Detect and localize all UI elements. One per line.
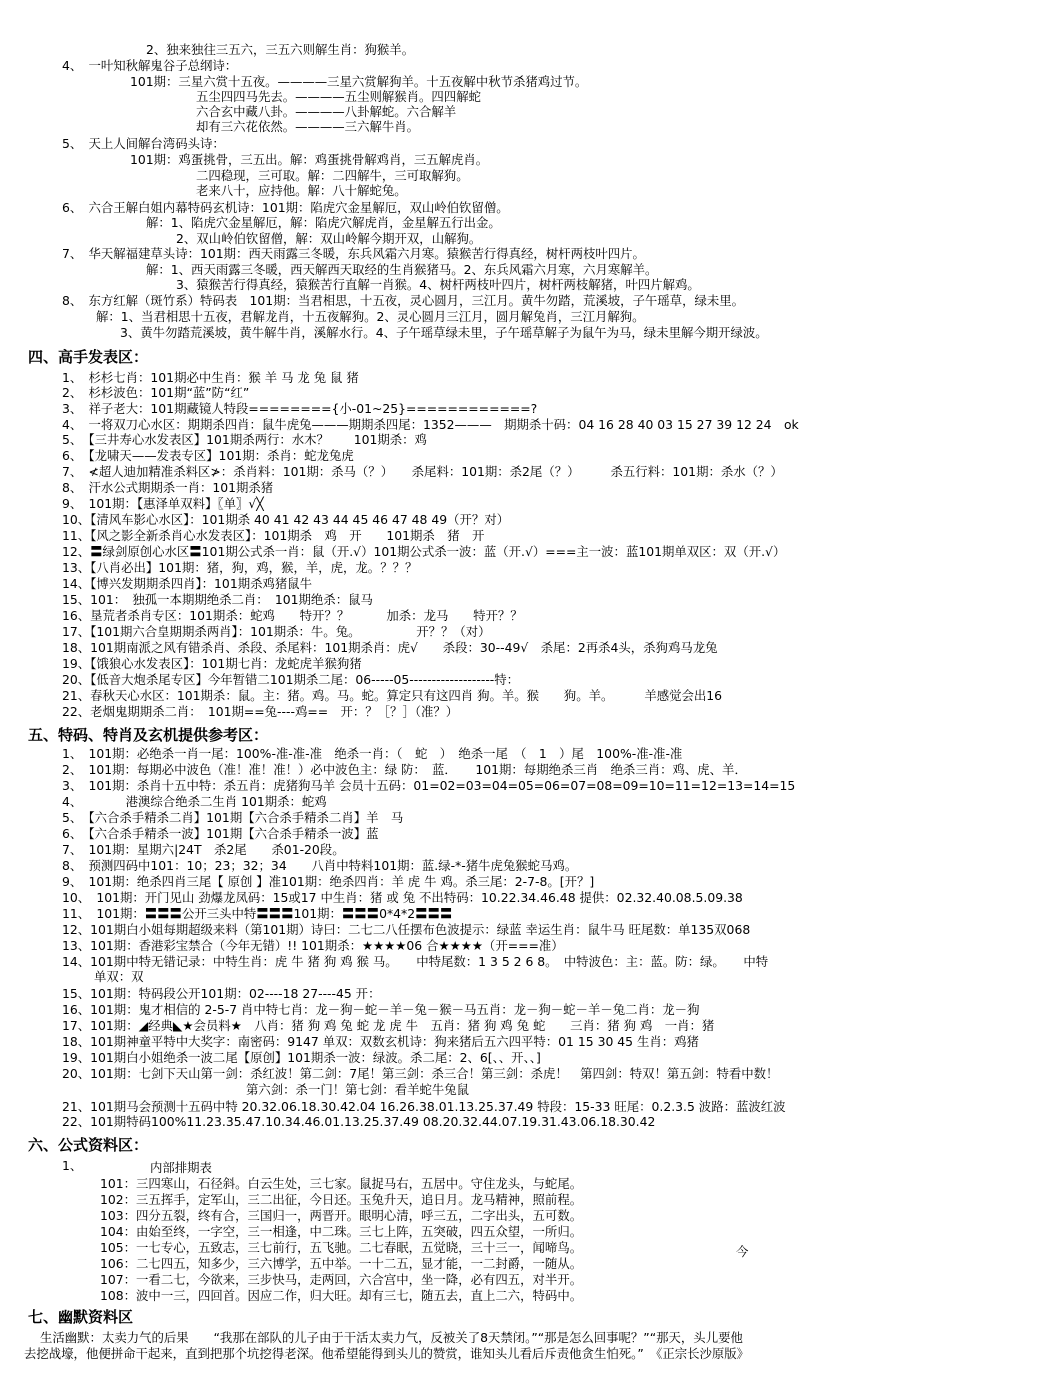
section-heading: 五、特码、特肖及玄机提供参考区： bbox=[28, 726, 269, 744]
text-line: 3、 101期：杀肖十五中特：杀五肖：虎猪狗马羊 会员十五码：01=02=03=04=05=06=07=08=09=10=11=12=13=14=15 bbox=[62, 778, 796, 793]
text-line: 12、101期白小姐每期超级来料（第101期）诗曰：二七二八任摆布色波提示：绿蓝 幸运生肖：鼠牛马 旺尾数：单135双068 bbox=[62, 922, 751, 937]
list-item: 105：一七专心，五致志，三七前行，五飞驰。二七春眠，五觉晓，三十三一，闻啼鸟。 bbox=[100, 1240, 583, 1255]
text-line: 17、101期：◢经典◣★会员料★ 八肖：猪 狗 鸡 兔 蛇 龙 虎 牛 五肖：猪 狗 鸡 兔 蛇 三肖：猪 狗 鸡 一肖：猪 bbox=[62, 1018, 715, 1033]
text-line: 16、101期：鬼才相信的 2-5-7 肖中特七肖：龙－狗－蛇－羊－兔－猴－马五肖：龙－狗－蛇－羊－兔二肖：龙－狗 bbox=[62, 1002, 700, 1017]
text-line: 2、独来独往三五六，三五六则解生肖：狗猴羊。 bbox=[146, 42, 415, 57]
list-item: 108：波中一三，四回首。因应二作，归大旺。却有三七，随五去，直上二六，特码中。 bbox=[100, 1288, 583, 1303]
text-line: 15、101期：特码段公开101期：02----18 27----45 开： bbox=[62, 986, 381, 1001]
table-title: 内部排期表 bbox=[150, 1160, 212, 1175]
text-line: 6、 【六合杀手精杀一波】101期【六合杀手精杀一波】蓝 bbox=[62, 826, 379, 841]
text-line: 解：1、当君相思十五夜，君解龙肖，十五夜解狗。2、灵心圆月三江月，圆月解兔肖，三江月解狗。 bbox=[96, 309, 645, 324]
text-line: 8、 汗水公式期期杀一肖：101期杀猪 bbox=[62, 480, 274, 495]
text-line: 生活幽默：太卖力气的后果 “我那在部队的儿子由于干活太卖力气，反被关了8天禁闭。”“那是怎么回事呢？”“那天，头儿要他 bbox=[40, 1330, 743, 1345]
text-line: 二四稳现，三可取。解：二四解牛，三可取解狗。 bbox=[196, 168, 469, 183]
section-heading: 四、高手发表区： bbox=[28, 348, 149, 366]
text-line: 2、双山岭伯钦留僧，解：双山岭解今期开双，山解狗。 bbox=[176, 231, 482, 246]
text-line: 20、101期：七剑下天山第一剑：杀红波！第二剑：7尾！第三剑：杀三合！第三剑：杀虎！ 第四剑：特双！第五剑：特看中数！ bbox=[62, 1066, 779, 1081]
text-line: 7、 ≮超人迪加精准杀料区≯：杀肖料：101期：杀马（？） 杀尾料：101期：杀2尾（？） 杀五行料：101期：杀水（？） bbox=[62, 464, 783, 479]
text-line: 14、【博兴发期期杀四肖】：101期杀鸡猪鼠牛 bbox=[62, 576, 313, 591]
text-line: 5、 天上人间解台湾码头诗： bbox=[62, 136, 225, 151]
text-line: 第六剑：杀一门！第七剑：看羊蛇牛兔鼠 bbox=[246, 1082, 470, 1097]
text-line: 20、【低音大炮杀尾专区】今年暂错二101期杀二尾：06-----05-------------------特： bbox=[62, 672, 520, 687]
text-line: 21、春秋天心水区：101期杀：鼠。主：猪。鸡。马。蛇。算定只有这四肖 狗。羊。猴 狗。羊。 羊感觉会出16 bbox=[62, 688, 723, 703]
text-line: 11、 101期：〓〓〓公开三头中特〓〓〓101期：〓〓〓0*4*2〓〓〓 bbox=[62, 906, 453, 921]
stray-mark: 今 bbox=[736, 1244, 749, 1259]
text-line: 单双：双 bbox=[94, 969, 144, 984]
text-line: 18、101期神童平特中大奖字：南密码：9147 单双：双数玄机诗：狗来猪后五六四平特：01 15 30 45 生肖：鸡猪 bbox=[62, 1034, 699, 1049]
text-line: 19、101期白小姐绝杀一波二尾【原创】101期杀一波：绿波。杀二尾：2、6[、、开、、] bbox=[62, 1050, 541, 1065]
text-line: 4、 一叶知秋解鬼谷子总纲诗： bbox=[62, 58, 238, 73]
list-item: 106：二七四五，知多少，三六博学，五中举。一十二五，显才能，一二封爵，一随从。 bbox=[100, 1256, 583, 1271]
text-line: 5、 【三井寿心水发表区】101期杀两行：水木？ 101期杀：鸡 bbox=[62, 432, 427, 447]
list-item: 104：由始至终，一字空，三一相逢，中二珠。三七上阵，五突破，四五众望，一所归。 bbox=[100, 1224, 583, 1239]
text-line: 4、 港澳综合绝杀二生肖 101期杀：蛇鸡 bbox=[62, 794, 327, 809]
section-heading: 六、公式资料区： bbox=[28, 1136, 149, 1154]
text-line: 3、猿猴苦行得真经，猿猴苦行直解一肖猴。4、树杆两枝叶四片，树杆两枝解猪，叶四片解鸡。 bbox=[176, 277, 700, 292]
item-number: 1、 bbox=[62, 1158, 83, 1173]
list-item: 102：三五挥手，定军山，三二出征，今日还。玉兔升天，追日月。龙马精神，照前程。 bbox=[100, 1192, 583, 1207]
text-line: 却有三六花依然。————三六解牛肖。 bbox=[196, 119, 420, 134]
text-line: 17、【101期六合皇期期杀两肖】：101期杀：牛。兔。 开？？（对） bbox=[62, 624, 491, 639]
text-line: 13、【八肖必出】101期：猪，狗，鸡，猴，羊，虎，龙。？？？ bbox=[62, 560, 418, 575]
text-line: 10、【清风车影心水区】：101期杀 40 41 42 43 44 45 46 47 48 49（开？对） bbox=[62, 512, 510, 527]
text-line: 解：1、西天雨露三冬暖，西天解西天取经的生肖猴猪马。2、东兵风霜六月寒，六月寒解羊。 bbox=[146, 262, 658, 277]
text-line: 10、 101期：开门见山 劲爆龙凤码：15或17 中生肖：猪 或 兔 不出特码：10.22.34.46.48 提供：02.32.40.08.5.09.38 bbox=[62, 890, 743, 905]
text-line: 8、 东方红解（斑竹系）特码表 101期：当君相思，十五夜，灵心圆月，三江月。黄牛勿踏，荒溪坡，子午瑶草，绿未里。 bbox=[62, 293, 745, 308]
text-line: 11、【风之影全新杀肖心水发表区】：101期杀 鸡 开 101期杀 猪 开 bbox=[62, 528, 485, 543]
text-line: 5、 【六合杀手精杀二肖】101期【六合杀手精杀二肖】羊 马 bbox=[62, 810, 404, 825]
list-item: 101：三四寒山，石径斜。白云生处，三七家。鼠捉马右，五居中。守住龙头，与蛇尾。 bbox=[100, 1176, 583, 1191]
text-line: 五尘四四马先去。————五尘则解猴肖。四四解蛇 bbox=[196, 89, 481, 104]
text-line: 6、 六合王解白姐内幕特码玄机诗：101期：陷虎穴金星解厄，双山岭伯钦留僧。 bbox=[62, 200, 509, 215]
text-line: 22、101期特码100%11.23.35.47.10.34.46.01.13.25.37.49 08.20.32.44.07.19.31.43.06.18.30.42 bbox=[62, 1114, 656, 1129]
list-item: 103：四分五裂，终有合，三国归一，两晋开。眼明心清，呼三五，二字出头，五可数。 bbox=[100, 1208, 583, 1223]
text-line: 21、101期马会预测十五码中特 20.32.06.18.30.42.04 16.26.38.01.13.25.37.49 特段：15-33 旺尾：0.2.3.5 波路：蓝波红波 bbox=[62, 1099, 786, 1114]
text-line: 3、黄牛勿踏荒溪坡，黄牛解牛肖，溪解水行。4、子午瑶草绿未里，子午瑶草解子为鼠午为马，绿未里解今期开绿波。 bbox=[120, 325, 768, 340]
section-heading: 七、幽默资料区 bbox=[28, 1308, 134, 1326]
list-item: 107：一看二七，今欲来，三步快马，走两回，六合宫中，坐一降，必有四五，对半开。 bbox=[100, 1272, 583, 1287]
text-line: 12、〓绿剑原创心水区〓101期公式杀一肖：鼠（开.√）101期公式杀一波：蓝（开.√）===主一波：蓝101期单双区：双（开.√） bbox=[62, 544, 786, 559]
text-line: 六合玄中藏八卦。————八卦解蛇。六合解羊 bbox=[196, 104, 457, 119]
text-line: 2、 101期：每期必中波色（准！准！准！）必中波色主：绿 防： 蓝． 101期：每期绝杀三肖 绝杀三肖：鸡、虎、羊． bbox=[62, 762, 747, 777]
text-line: 18、101期南派之风有错杀肖、杀段、杀尾料：101期杀肖：虎√ 杀段：30--49√ 杀尾：2再杀4头，杀狗鸡马龙兔 bbox=[62, 640, 718, 655]
text-line: 6、 【龙啸天——发表专区】101期：杀肖：蛇龙兔虎 bbox=[62, 448, 354, 463]
text-line: 7、 华天解福建草头诗：101期：西天雨露三冬暖，东兵风霜六月寒。猿猴苦行得真经，树杆两枝叶四片。 bbox=[62, 246, 645, 261]
text-line: 老来八十，应持他。解：八十解蛇兔。 bbox=[196, 183, 407, 198]
text-line: 9、 101期：【惠泽单双料】〖单〗√╳ bbox=[62, 496, 264, 511]
text-line: 14、101期中特无错记录：中特生肖：虎 牛 猪 狗 鸡 猴 马。 中特尾数：1 3 5 2 6 8。 中特波色：主：蓝。防：绿。 中特 bbox=[62, 954, 769, 969]
text-line: 解：1、陷虎穴金星解厄，解：陷虎穴解虎肖，金星解五行出金。 bbox=[146, 215, 501, 230]
text-line: 1、 101期：必绝杀一肖一尾：100%-准-准-准 绝杀一肖：（ 蛇 ） 绝杀一尾 （ 1 ）尾 100%-准-准-准 bbox=[62, 746, 683, 761]
text-line: 2、 杉杉波色：101期“蓝”防“红” bbox=[62, 385, 250, 400]
text-line: 16、垦荒者杀肖专区：101期杀：蛇鸡 特开？？ 加杀：龙马 特开？？ bbox=[62, 608, 523, 623]
text-line: 1、 杉杉七肖：101期必中生肖：猴 羊 马 龙 兔 鼠 猪 bbox=[62, 370, 359, 385]
text-line: 8、 预测四码中101：10；23；32；34 八肖中特料101期：蓝.绿-*-猪牛虎兔猴蛇马鸡。 bbox=[62, 858, 578, 873]
text-line: 3、 祥子老大：101期藏镜人特段========{小-01~25}============? bbox=[62, 401, 538, 416]
text-line: 19、【饿狼心水发表区】：101期七肖：龙蛇虎羊猴狗猪 bbox=[62, 656, 362, 671]
text-line: 22、老烟鬼期期杀二肖： 101期==兔----鸡== 开：？［？］（准？） bbox=[62, 704, 459, 719]
text-line: 101期：鸡蛋挑骨，三五出。解：鸡蛋挑骨解鸡肖，三五解虎肖。 bbox=[130, 152, 489, 167]
text-line: 13、101期：香港彩宝禁合（今年无错）!! 101期杀：★★★★06 合★★★★（开===准） bbox=[62, 938, 564, 953]
text-line: 7、 101期：星期六|24T 杀2尾 杀01-20段。 bbox=[62, 842, 345, 857]
text-line: 9、 101期：绝杀四肖三尾【 原创 】准101期：绝杀四肖：羊 虎 牛 鸡。杀三尾：2-7-8。[开？] bbox=[62, 874, 595, 889]
text-line: 101期：三星六赏十五夜。————三星六赏解狗羊。十五夜解中秋节杀猪鸡过节。 bbox=[130, 74, 588, 89]
text-line: 去挖战壕，他便拼命干起来，直到把那个坑挖得老深。他希望能得到头儿的赞赏，谁知头儿看后斥责他贪生怕死。” 《正宗长沙原版》 bbox=[24, 1346, 750, 1361]
text-line: 15、101： 独孤一本期期绝杀二肖： 101期绝杀：鼠马 bbox=[62, 592, 373, 607]
text-line: 4、 一将双刀心水区：期期杀四肖：鼠牛虎兔———期期杀四尾：1352——— 期期杀十码：04 16 28 40 03 15 27 39 12 24 ok bbox=[62, 417, 799, 432]
